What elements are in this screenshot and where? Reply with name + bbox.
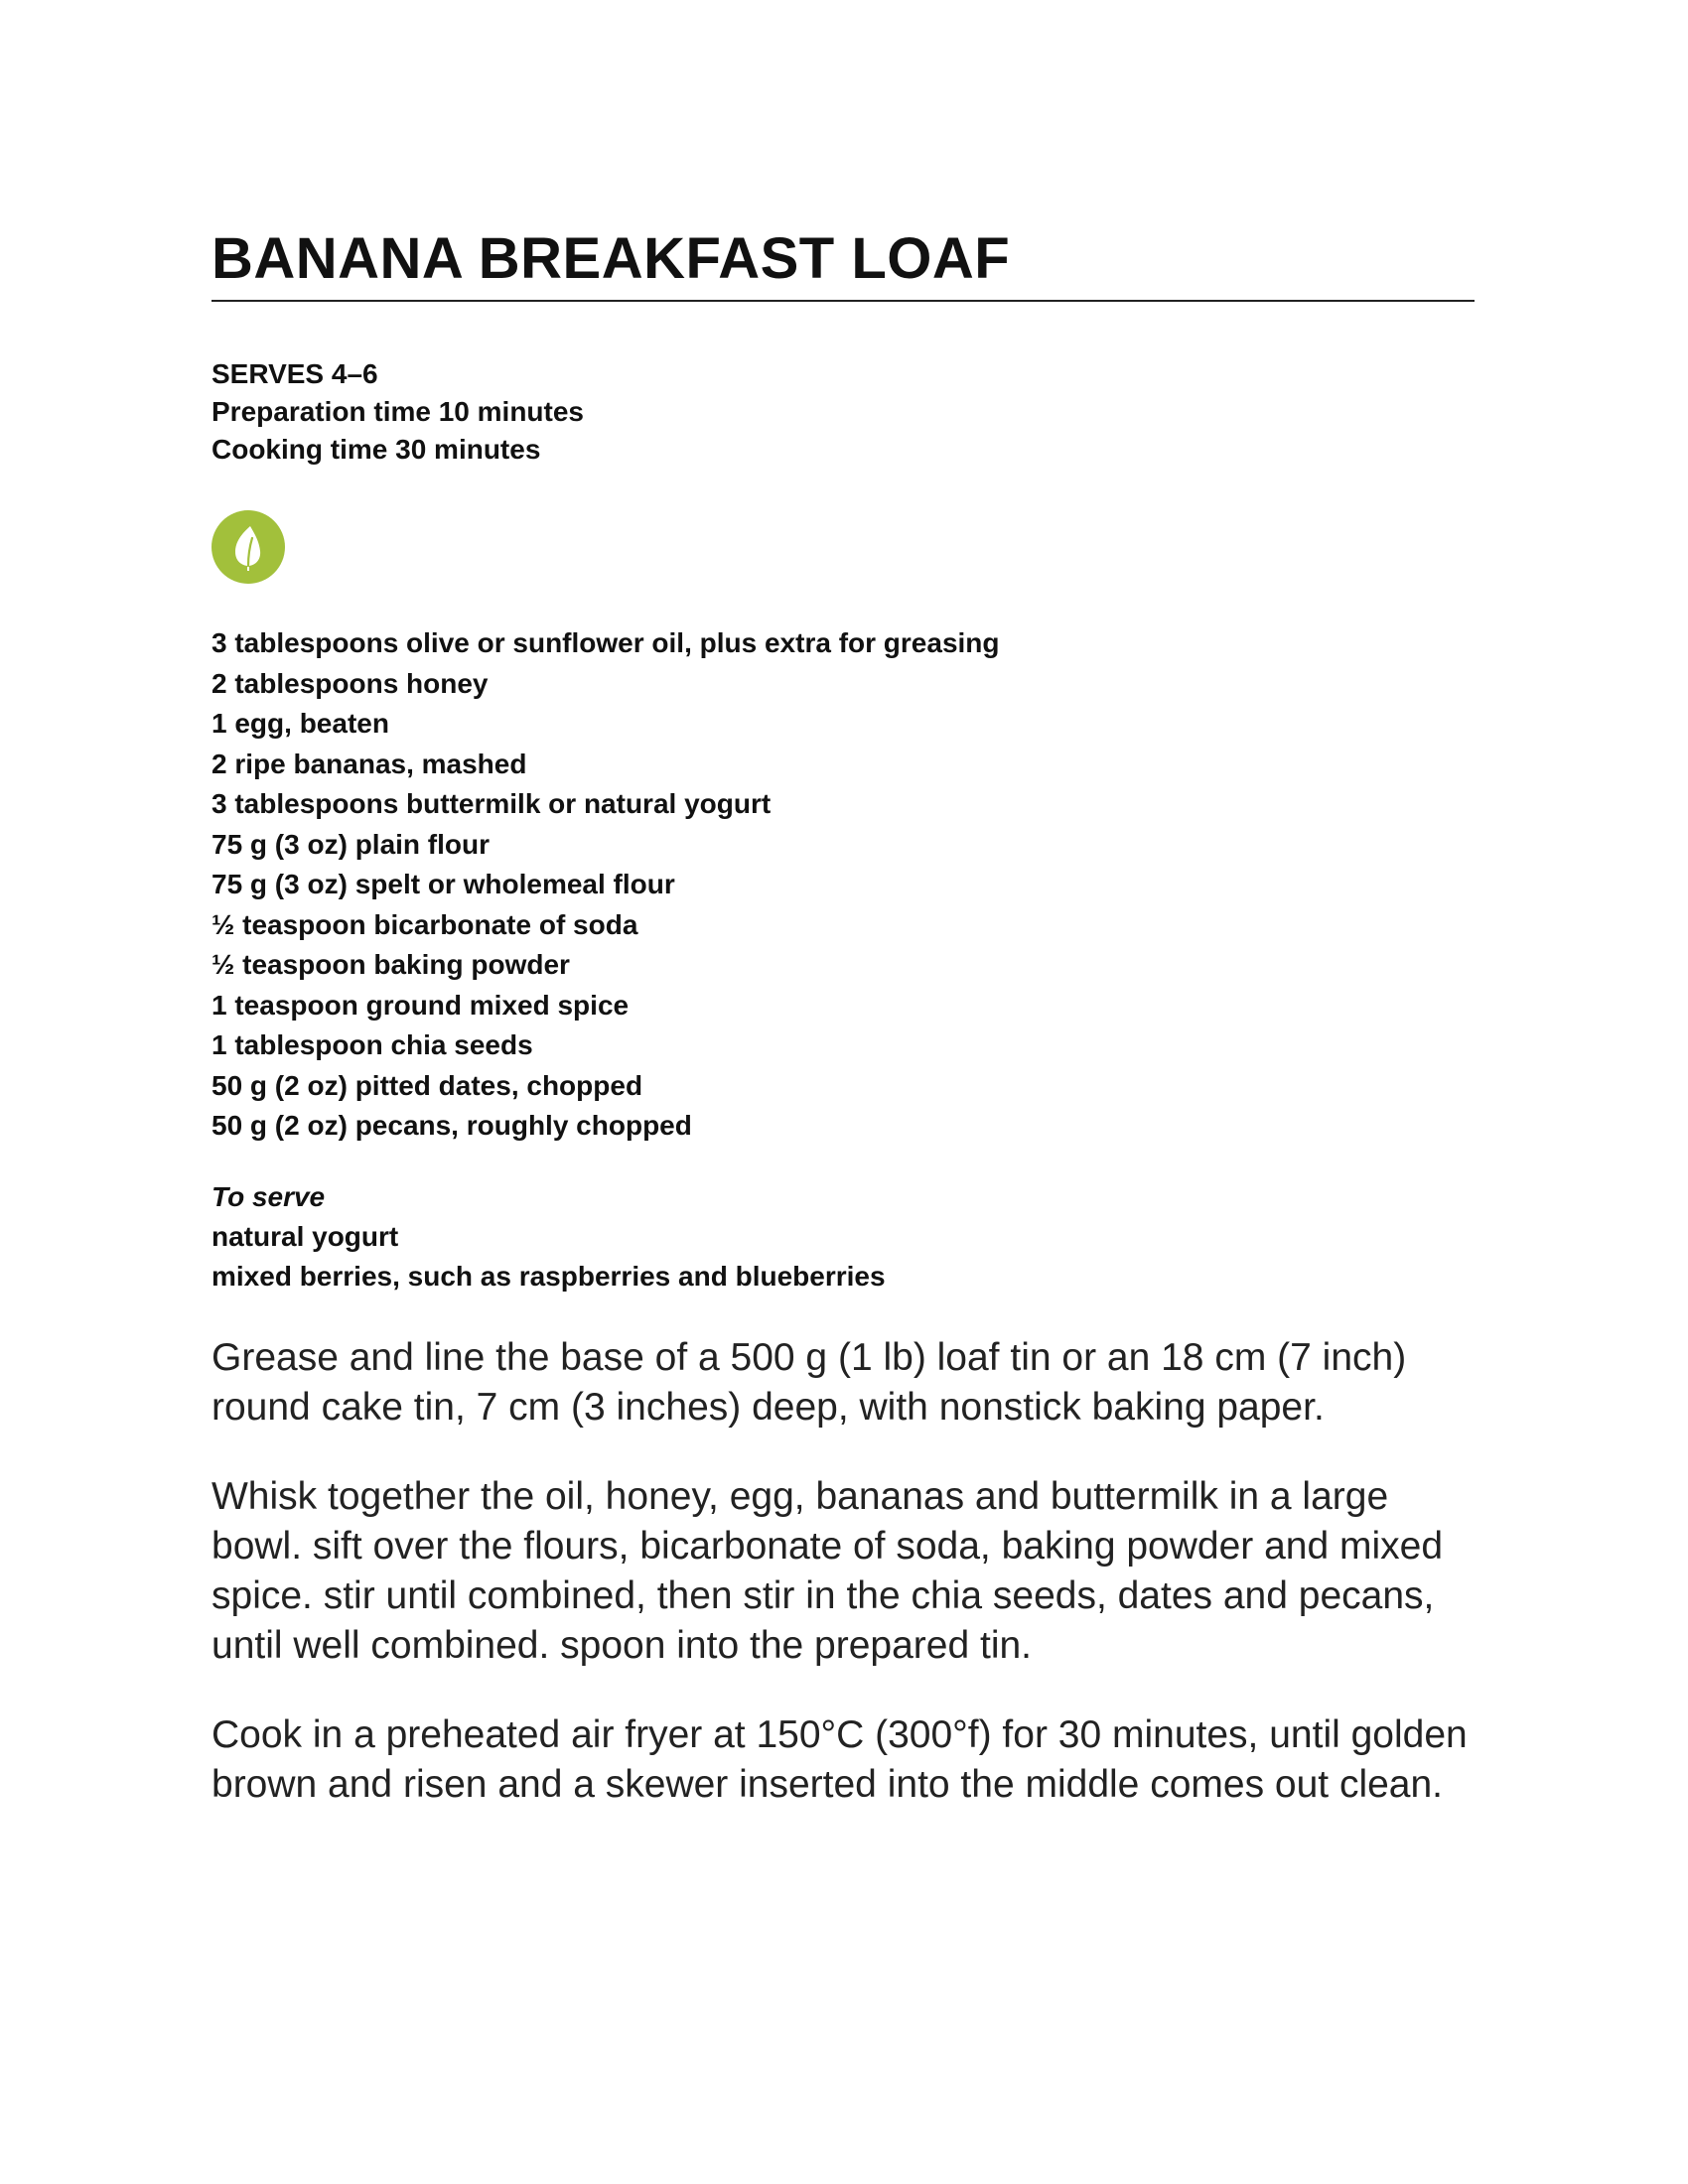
to-serve-block xyxy=(211,1177,886,1297)
ingredients-list xyxy=(211,623,1000,1147)
ingredient-item: ½ teaspoon baking powder xyxy=(211,949,570,980)
ingredient-item: 50 g (2 oz) pecans, roughly chopped xyxy=(211,1110,692,1141)
ingredient-item: 2 tablespoons honey xyxy=(211,667,489,699)
ingredient-item: 3 tablespoons buttermilk or natural yogurt xyxy=(211,788,772,819)
cook-time-text: Cooking time 30 minutes xyxy=(211,434,541,465)
vegetarian-badge xyxy=(211,510,285,584)
recipe-title: BANANA BREAKFAST LOAF xyxy=(211,226,1011,291)
method-section xyxy=(211,1333,1475,1849)
leaf-icon xyxy=(211,510,285,584)
serves-text: SERVES 4–6 xyxy=(211,358,378,389)
to-serve-item: natural yogurt xyxy=(211,1221,399,1252)
ingredient-item: 1 tablespoon chia seeds xyxy=(211,1029,533,1060)
title-block xyxy=(211,226,1475,302)
ingredient-item: 1 teaspoon ground mixed spice xyxy=(211,989,630,1021)
method-step: Grease and line the base of a 500 g (1 lb) loaf tin or an 18 cm (7 inch) round cake tin, 7 cm (3 inches) deep, with nonstick baking paper. xyxy=(211,1336,1407,1429)
method-step: Whisk together the oil, honey, egg, bananas and buttermilk in a large bowl. sift over the flours, bicarbonate of soda, baking powder and mixed spice. stir until combined, then stir in the chia seeds, dates and pecans, until well combined. spoon into the prepared tin. xyxy=(211,1475,1444,1667)
ingredient-item: ½ teaspoon bicarbonate of soda xyxy=(211,908,638,940)
method-step: Cook in a preheated air fryer at 150°C (300°f) for 30 minutes, until golden brown and risen and a skewer inserted into the middle comes out clean. xyxy=(211,1713,1468,1806)
to-serve-item: mixed berries, such as raspberries and blueberries xyxy=(211,1261,886,1292)
to-serve-list xyxy=(211,1217,886,1297)
title-underline xyxy=(211,300,1475,302)
ingredient-item: 3 tablespoons olive or sunflower oil, plus extra for greasing xyxy=(211,627,1000,658)
prep-time-text: Preparation time 10 minutes xyxy=(211,396,585,427)
ingredient-item: 50 g (2 oz) pitted dates, chopped xyxy=(211,1069,643,1101)
ingredient-item: 2 ripe bananas, mashed xyxy=(211,748,527,779)
ingredient-item: 75 g (3 oz) plain flour xyxy=(211,828,491,860)
ingredient-item: 75 g (3 oz) spelt or wholemeal flour xyxy=(211,869,675,899)
recipe-meta xyxy=(211,355,584,469)
ingredient-item: 1 egg, beaten xyxy=(211,708,389,739)
to-serve-heading: To serve xyxy=(211,1181,326,1212)
